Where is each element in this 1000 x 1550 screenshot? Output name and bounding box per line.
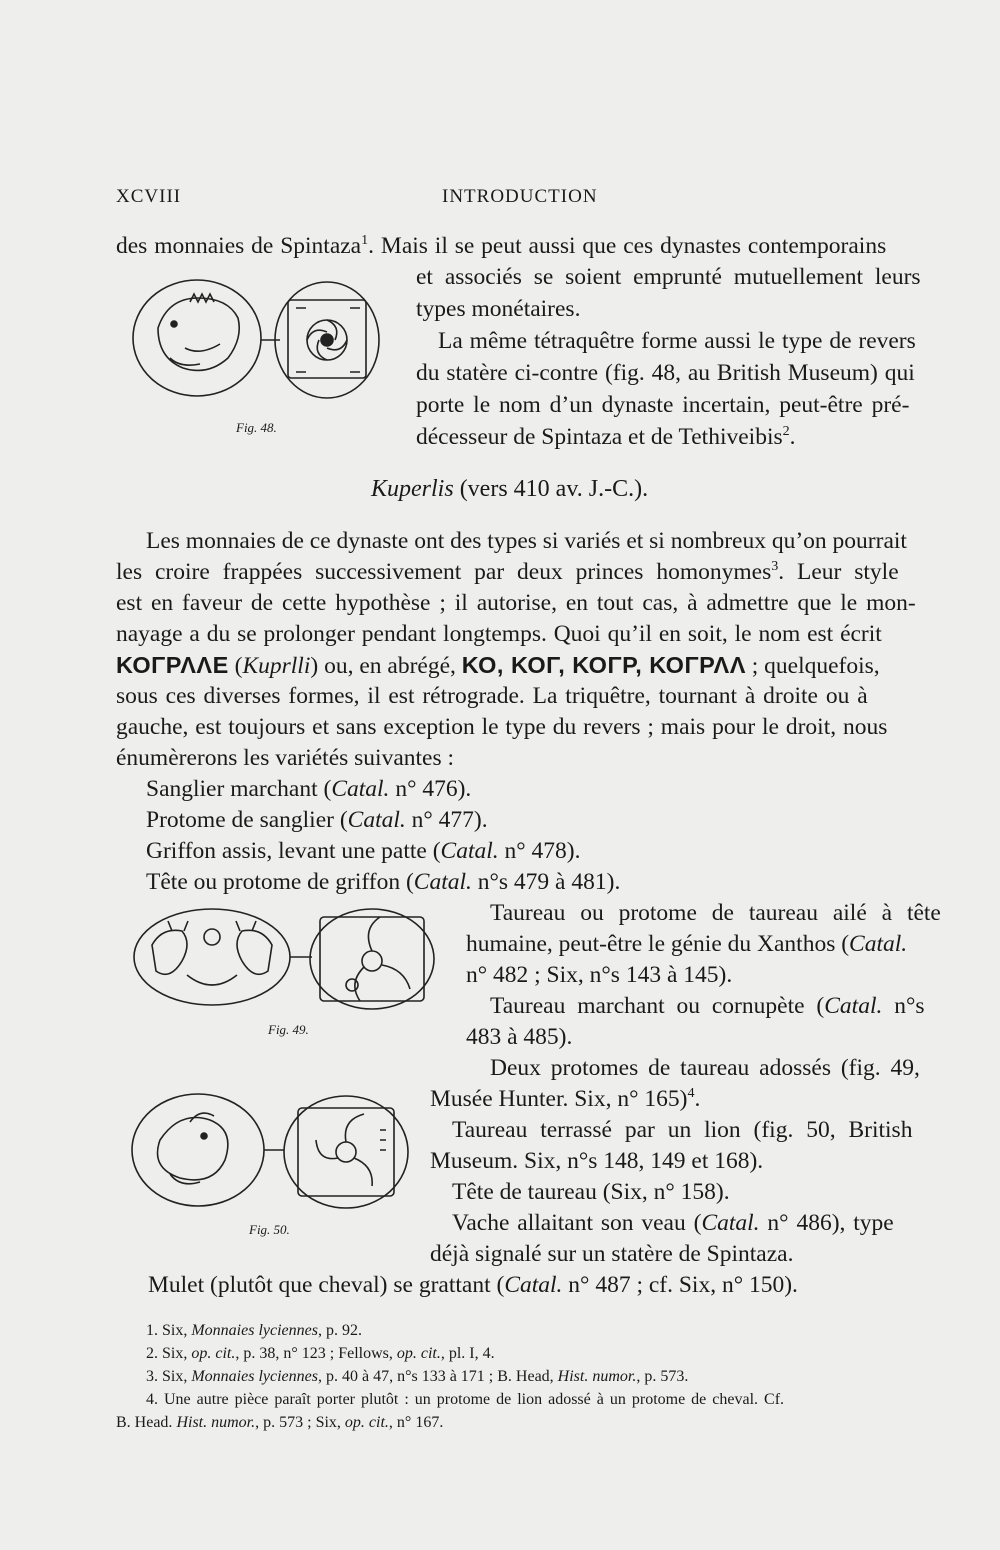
body-line: nayage a du se prolonger pendant longtemps. Quoi qu’il en soit, le nom est écrit [116,621,882,647]
footnote-ref: 1 [361,232,369,249]
footnote-ref: 4 [687,1085,695,1102]
list-item: Griffon assis, levant une patte (Catal. n° 478). [146,838,581,864]
footnote-4: 4. Une autre pièce paraît porter plutôt : un protome de lion adossé à un protome de cheval. Cf. [146,1391,785,1408]
fig-49-caption: Fig. 49. [268,1022,309,1037]
body-line: gauche, est toujours et sans exception le type du revers ; mais pour le droit, nous [116,714,888,740]
list-item: humaine, peut-être le génie du Xanthos (Catal. [466,931,908,957]
body-line: La même tétraquêtre forme aussi le type de revers [438,328,916,354]
running-title: INTRODUCTION [442,186,598,207]
list-item: Sanglier marchant (Catal. n° 476). [146,776,472,802]
list-item: Museum. Six, n°s 148, 149 et 168). [430,1148,764,1174]
body-line: porte le nom d’un dynaste incertain, peut-être pré- [416,392,910,418]
list-item: Taureau ou protome de taureau ailé à tête [490,900,941,926]
body-line: est en faveur de cette hypothèse ; il autorise, en tout cas, à admettre que le mon- [116,590,916,616]
footnote-4-continued: B. Head. Hist. numor., p. 573 ; Six, op. cit., n° 167. [116,1414,444,1431]
fig-50-caption: Fig. 50. [249,1222,290,1237]
list-item: Protome de sanglier (Catal. n° 477). [146,807,488,833]
body-line: les croire frappées successivement par deux princes homonymes$^3$. Leur style [116,558,899,585]
list-item: Tête de taureau (Six, n° 158). [452,1179,730,1205]
list-item: Musée Hunter. Six, n° 165)$^4$. [430,1085,701,1112]
fig-48-coin-illustration [130,278,405,408]
footnote-ref: 2 [782,423,790,440]
section-heading: Kuperlis (vers 410 av. J.-C.). [371,476,649,502]
list-item: Taureau terrassé par un lion (fig. 50, British [452,1117,913,1143]
list-item: 483 à 485). [466,1024,573,1050]
list-item: Taureau marchant ou cornupète (Catal. n°s [490,993,925,1019]
page-number: XCVIII [116,186,182,207]
fig-50-coin-illustration [130,1090,420,1218]
list-item: Mulet (plutôt que cheval) se grattant (Catal. n° 487 ; cf. Six, n° 150). [148,1272,798,1298]
body-line: ΚΟΓΡΛΛΕ (Kuprlli) ou, en abrégé, ΚΟ, ΚΟΓ, ΚΟΓΡ, ΚΟΓΡΛΛ ; quelquefois, [116,652,880,679]
fig-49-coin-illustration [132,905,462,1017]
body-line: décesseur de Spintaza et de Tethiveibis$^2$. [416,423,796,450]
body-line: du statère ci-contre (fig. 48, au British Museum) qui [416,360,915,386]
footnote-1: 1. Six, Monnaies lyciennes, p. 92. [146,1322,362,1339]
list-item: Tête ou protome de griffon (Catal. n°s 479 à 481). [146,869,621,895]
body-line: sous ces diverses formes, il est rétrograde. La triquêtre, tournant à droite ou à [116,683,868,709]
body-line: énumèrerons les variétés suivantes : [116,745,455,771]
footnote-2: 2. Six, op. cit., p. 38, n° 123 ; Fellows, op. cit., pl. I, 4. [146,1345,495,1362]
body-line: des monnaies de Spintaza$^1$. Mais il se peut aussi que ces dynastes contemporains [116,232,887,259]
body-line: types monétaires. [416,296,581,322]
fig-48-caption: Fig. 48. [236,420,277,435]
body-line: Les monnaies de ce dynaste ont des types si variés et si nombreux qu’on pourrait [146,528,907,554]
body-line: et associés se soient emprunté mutuellement leurs [416,264,921,290]
list-item: n° 482 ; Six, n°s 143 à 145). [466,962,733,988]
list-item: Vache allaitant son veau (Catal. n° 486), type [452,1210,894,1236]
list-item: déjà signalé sur un statère de Spintaza. [430,1241,794,1267]
list-item: Deux protomes de taureau adossés (fig. 49, [490,1055,920,1081]
footnote-3: 3. Six, Monnaies lyciennes, p. 40 à 47, n°s 133 à 171 ; B. Head, Hist. numor., p. 573. [146,1368,689,1385]
footnote-ref: 3 [771,558,779,575]
